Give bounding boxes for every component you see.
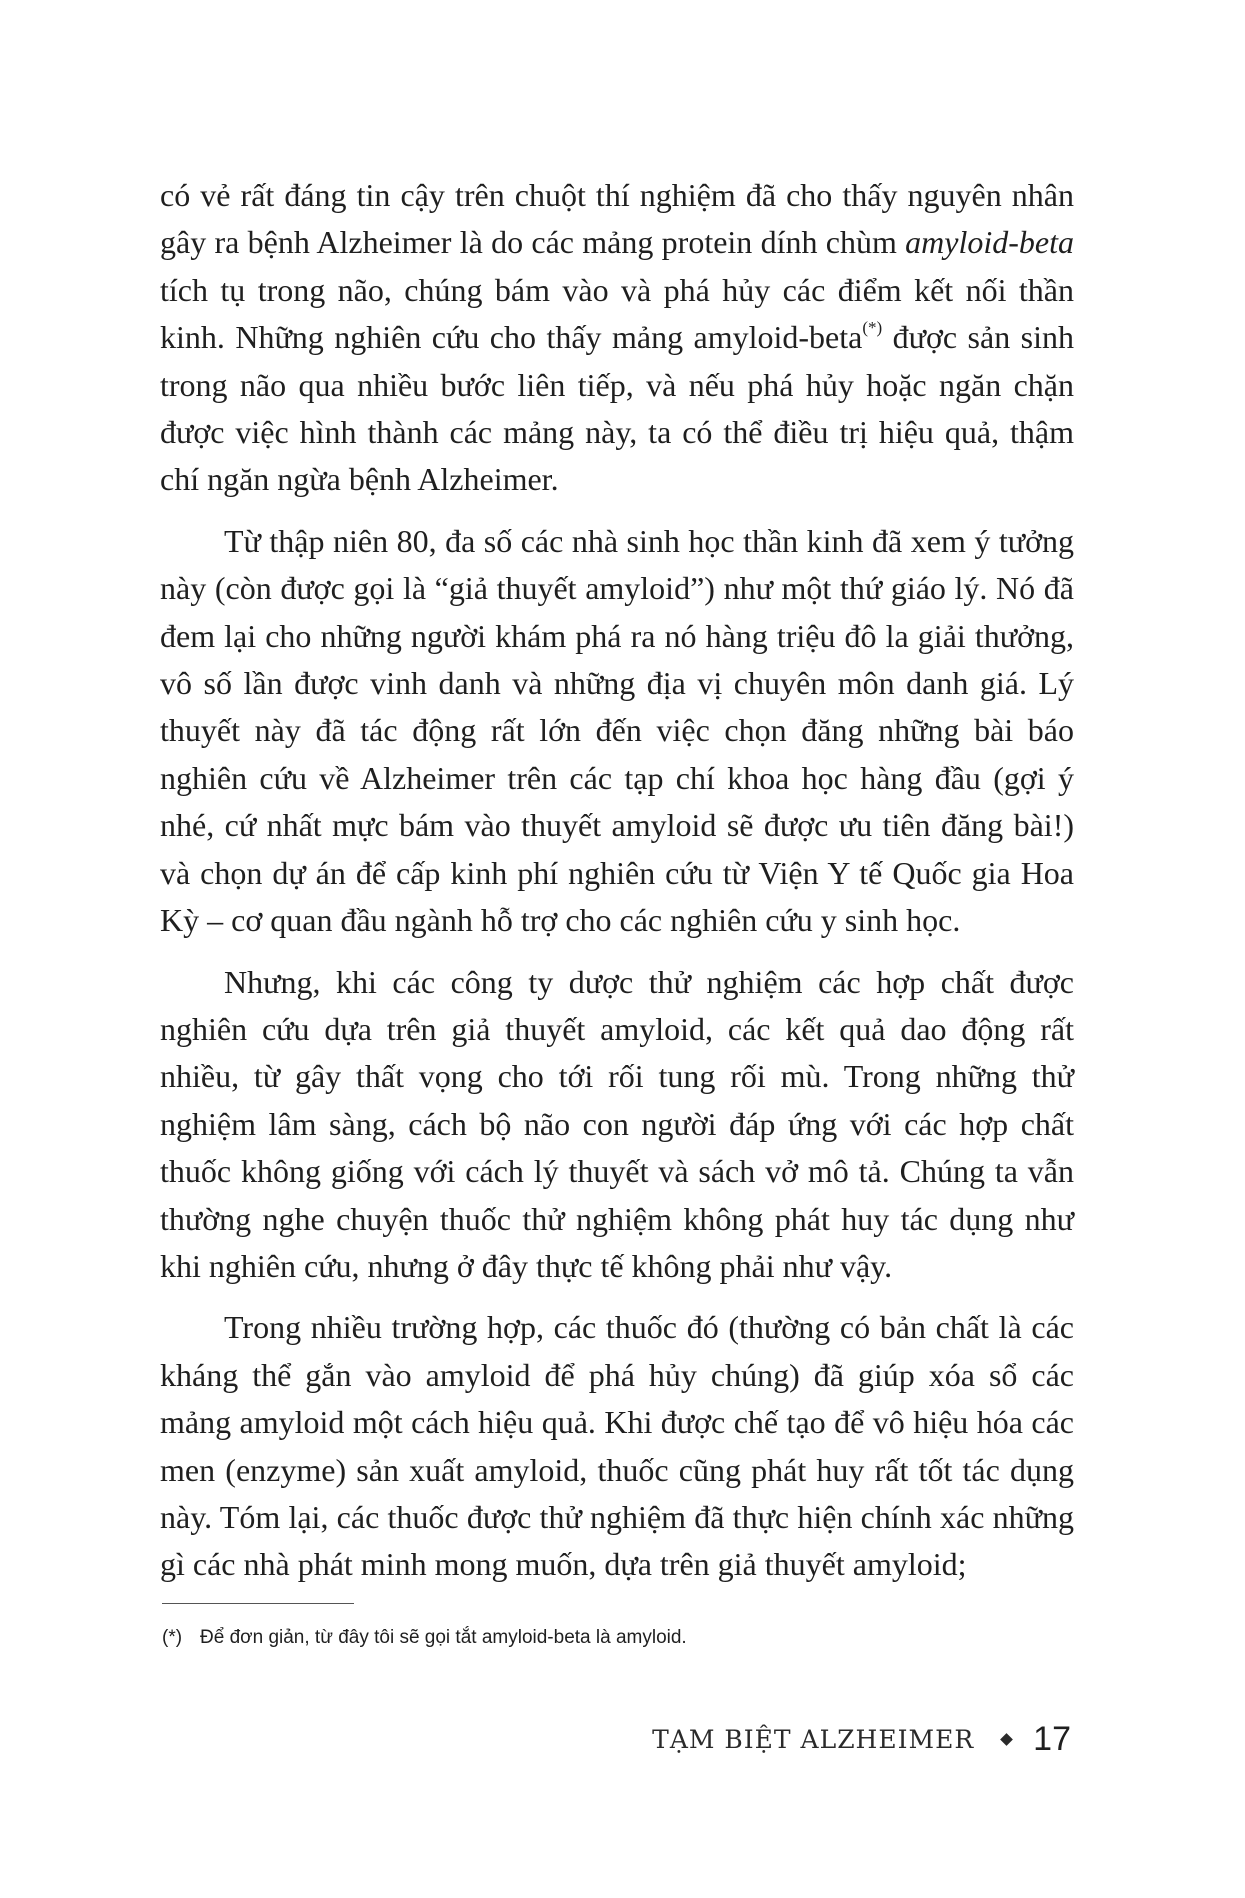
paragraph-1 [160,172,1074,504]
page-footer [652,1719,1071,1759]
paragraph-1-text-a: có vẻ rất đáng tin cậy trên chuột thí nghiệm đã cho thấy nguyên nhân gây ra bệnh Alzheimer là do các mảng protein dính chùm [160,177,1074,261]
paragraph-4: Trong nhiều trường hợp, các thuốc đó (thường có bản chất là các kháng thể gắn vào amyloid để phá hủy chúng) đã giúp xóa sổ các mảng amyloid một cách hiệu quả. Khi được chế tạo để vô hiệu hóa các men (enzyme) sản xuất amyloid, thuốc cũng phát huy rất tốt tác dụng này. Tóm lại, các thuốc được thử nghiệm đã thực hiện chính xác những gì các nhà phát minh mong muốn, dựa trên giả thuyết amyloid; [160,1309,1074,1583]
diamond-bullet-icon [1000,1733,1013,1746]
footnote-divider [162,1603,354,1604]
paragraph-1-text-b: tích tụ trong não, chúng bám vào và phá hủy các điểm kết nối thần kinh. Những nghiên cứu cho thấy mảng amyloid-beta [160,271,1074,356]
body-text [160,172,1074,1603]
paragraph-2: Từ thập niên 80, đa số các nhà sinh học thần kinh đã xem ý tưởng này (còn được gọi là “giả thuyết amyloid”) như một thứ giáo lý. Nó đã đem lại cho những người khám phá ra nó hàng triệu đô la giải thưởng, vô số lần được vinh danh và những địa vị chuyên môn danh giá. Lý thuyết này đã tác động rất lớn đến việc chọn đăng những bài báo nghiên cứu về Alzheimer trên các tạp chí khoa học hàng đầu (gợi ý nhé, cứ nhất mực bám vào thuyết amyloid sẽ được ưu tiên đăng bài!) và chọn dự án để cấp kinh phí nghiên cứu từ Viện Y tế Quốc gia Hoa Kỳ – cơ quan đầu ngành hỗ trợ cho các nghiên cứu y sinh học. [160,522,1074,939]
footnote-reference[interactable]: (*) [862,318,883,338]
paragraph-3: Nhưng, khi các công ty dược thử nghiệm các hợp chất được nghiên cứu dựa trên giả thuyết amyloid, các kết quả dao động rất nhiều, từ gây thất vọng cho tới rối tung rối mù. Trong những thử nghiệm lâm sàng, cách bộ não con người đáp ứng với các hợp chất thuốc không giống với cách lý thuyết và sách vở mô tả. Chúng ta vẫn thường nghe chuyện thuốc thử nghiệm không phát huy tác dụng như khi nghiên cứu, nhưng ở đây thực tế không phải như vậy. [160,963,1074,1284]
italic-term-amyloid-beta: amyloid-beta [905,224,1074,261]
running-head: TẠM BIỆT ALZHEIMER [652,1724,975,1754]
page-number: 17 [1033,1719,1071,1758]
footnote [162,1625,1062,1651]
footnote-text: Để đơn giản, từ đây tôi sẽ gọi tắt amyloid-beta là amyloid. [200,1627,687,1648]
paragraph-1-text-c: được sản sinh trong não qua nhiều bước liên tiếp, và nếu phá hủy hoặc ngăn chặn được việc hình thành các mảng này, ta có thể điều trị hiệu quả, thậm chí ngăn ngừa bệnh Alzheimer. [160,319,1075,498]
footnote-marker: (*) [162,1627,183,1648]
